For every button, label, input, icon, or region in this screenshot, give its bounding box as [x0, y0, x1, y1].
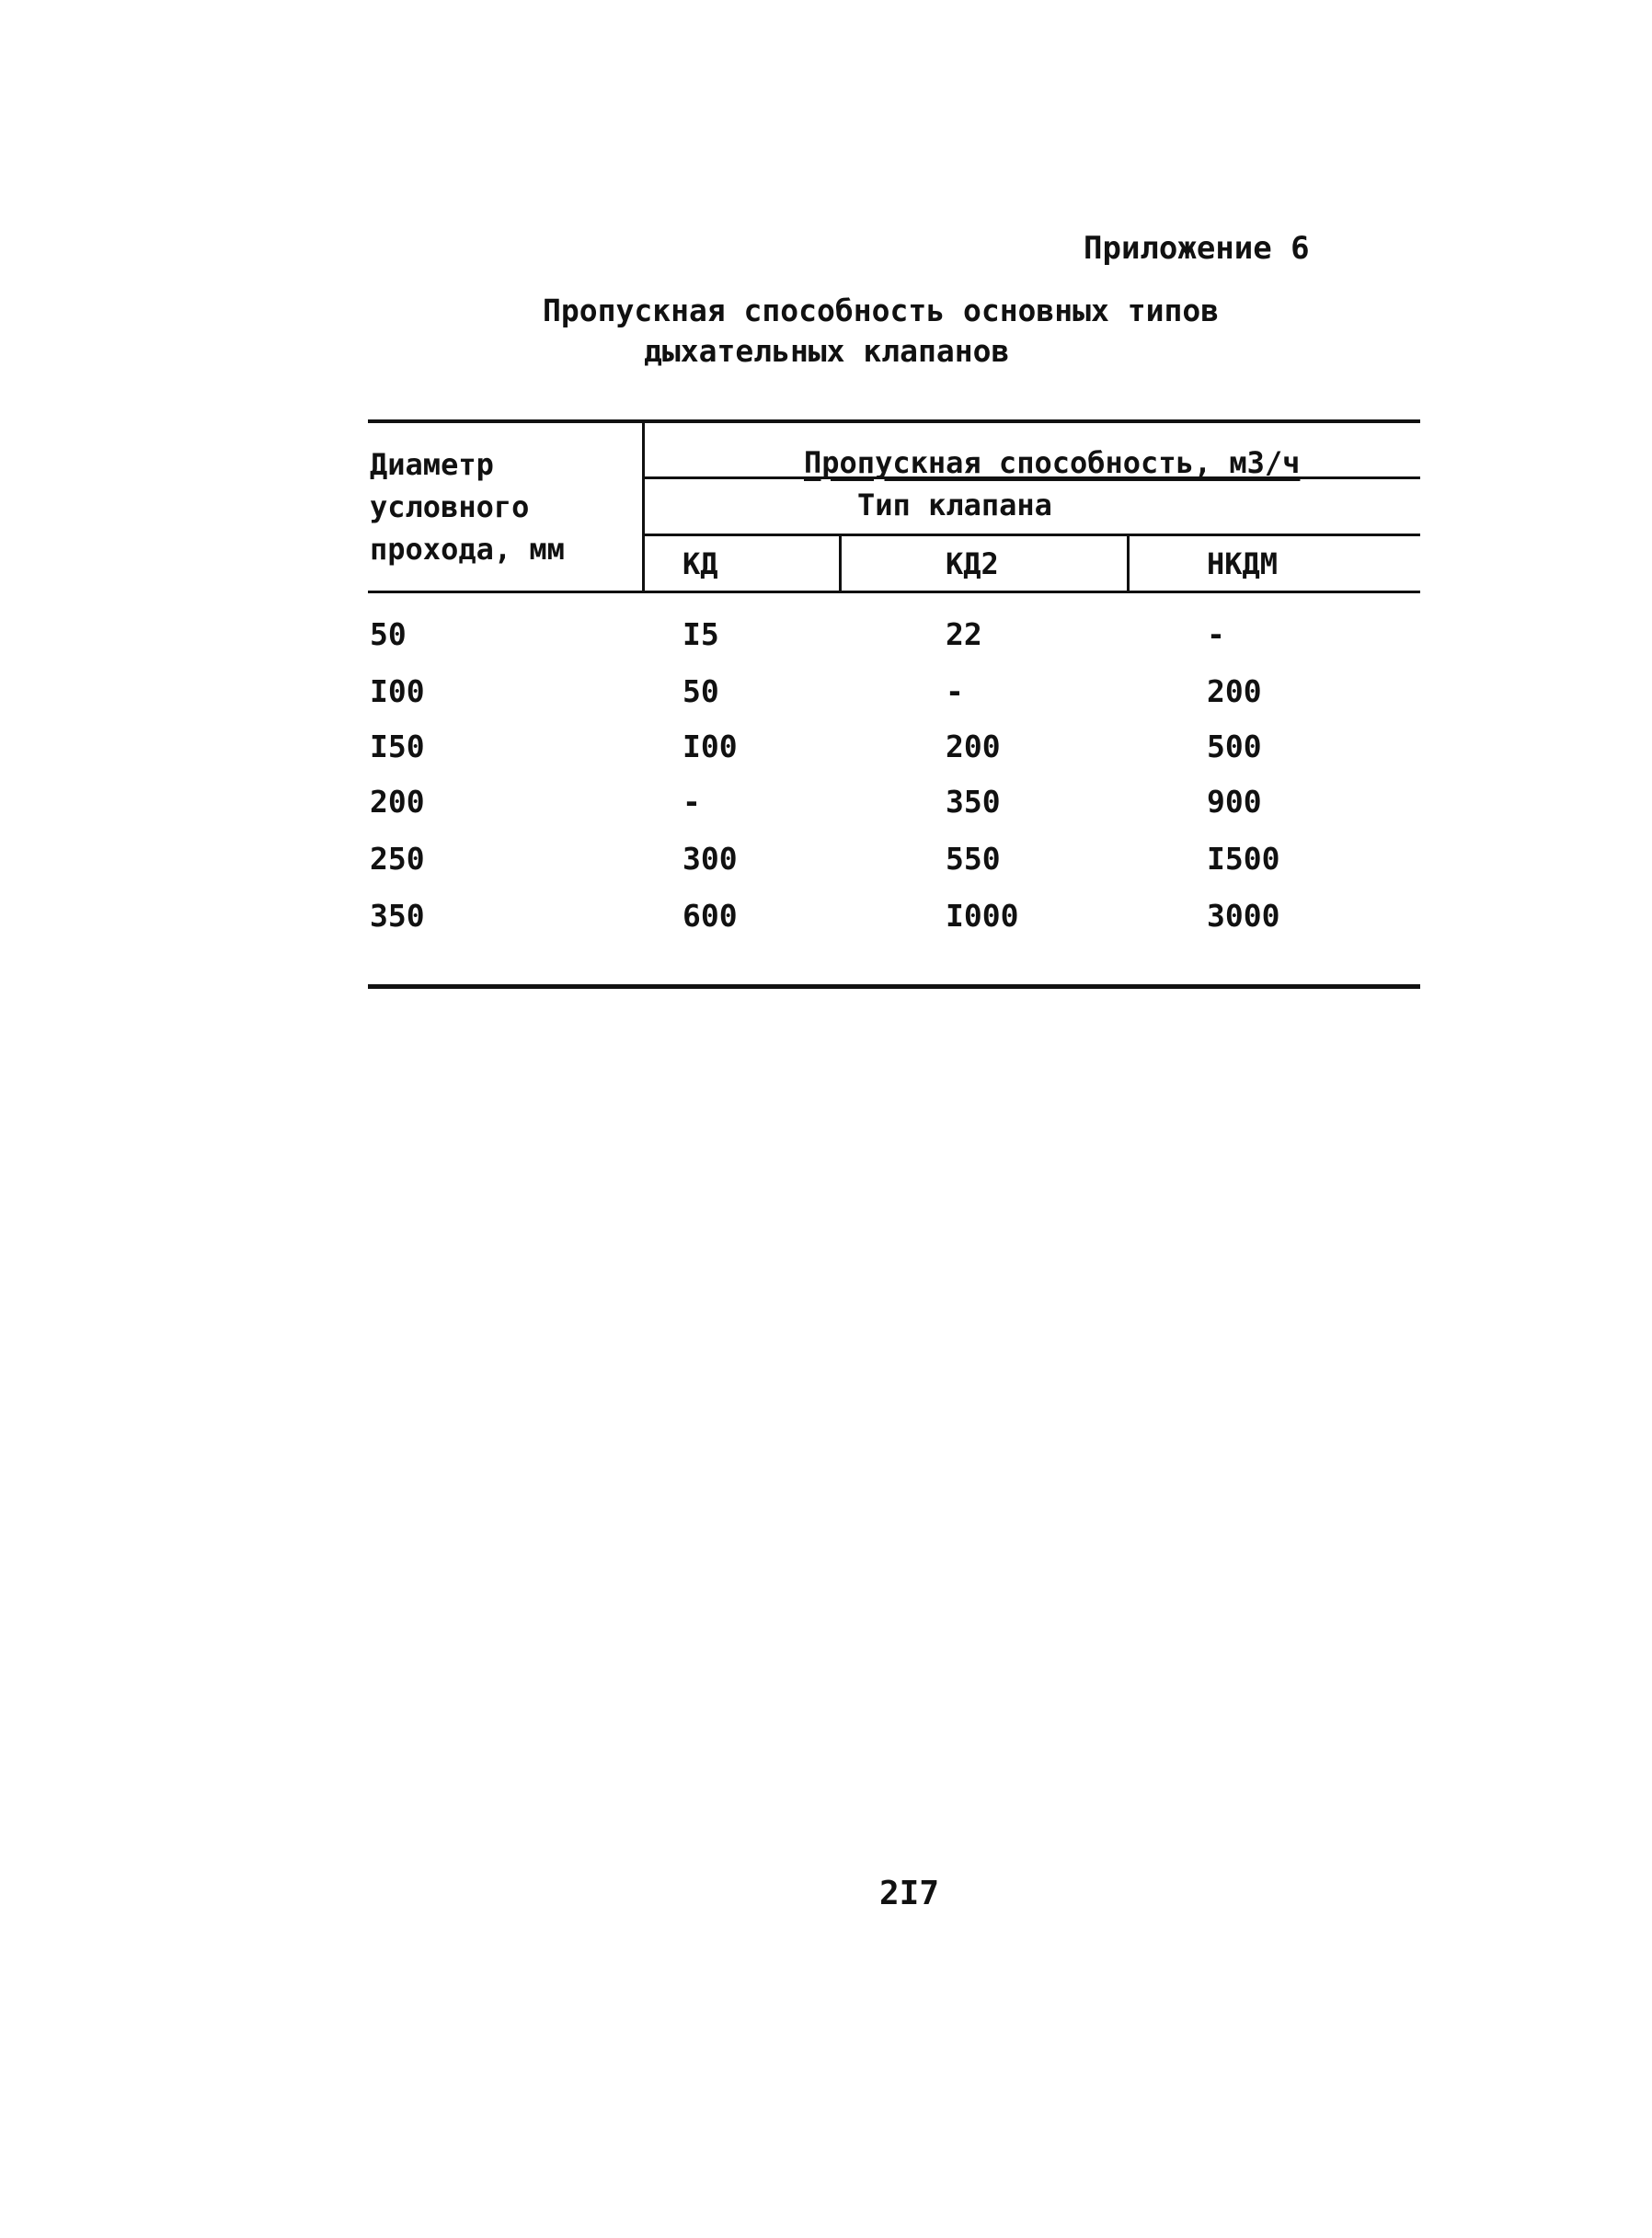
cell-kd2: 200 — [946, 729, 1001, 764]
diameter-header-line-1: Диаметр — [370, 447, 494, 482]
column-divider-1 — [839, 536, 842, 592]
column-header-kd: КД — [683, 546, 718, 581]
column-header-kd2: КД2 — [946, 546, 999, 581]
column-divider-2 — [1127, 536, 1130, 592]
cell-nkdm: I500 — [1207, 841, 1280, 877]
cell-diameter: I50 — [370, 729, 425, 764]
cell-kd: 300 — [683, 841, 738, 877]
page-number: 2I7 — [879, 1875, 940, 1912]
cell-kd: I00 — [683, 729, 738, 764]
subgroup-header-rule — [644, 534, 1420, 536]
cell-nkdm: 900 — [1207, 784, 1262, 820]
document-title-line-1: Пропускная способность основных типов — [543, 293, 1220, 328]
cell-kd: I5 — [683, 616, 719, 652]
header-bottom-rule — [368, 591, 1420, 593]
cell-kd2: 350 — [946, 784, 1001, 820]
diameter-header-line-3: прохода, мм — [370, 532, 565, 567]
document-title-line-2: дыхательных клапанов — [644, 333, 1010, 369]
cell-diameter: 350 — [370, 898, 425, 934]
table-vertical-divider-main — [642, 421, 645, 592]
cell-diameter: 200 — [370, 784, 425, 820]
cell-nkdm: 3000 — [1207, 898, 1280, 934]
table-top-rule — [368, 419, 1420, 423]
cell-diameter: I00 — [370, 673, 425, 709]
cell-kd: - — [683, 784, 701, 820]
cell-nkdm: 500 — [1207, 729, 1262, 764]
cell-diameter: 50 — [370, 616, 407, 652]
cell-kd: 50 — [683, 673, 719, 709]
table-bottom-rule — [368, 984, 1420, 989]
cell-diameter: 250 — [370, 841, 425, 877]
capacity-group-header: Пропускная способность, м3/ч — [804, 445, 1301, 480]
cell-kd2: I000 — [946, 898, 1019, 934]
cell-kd2: 550 — [946, 841, 1001, 877]
appendix-label: Приложение 6 — [1084, 230, 1310, 267]
column-header-nkdm: НКДМ — [1207, 546, 1279, 581]
cell-kd: 600 — [683, 898, 738, 934]
cell-nkdm: - — [1207, 616, 1225, 652]
valve-type-header: Тип клапана — [857, 488, 1052, 522]
diameter-header-line-2: условного — [370, 489, 530, 524]
cell-kd2: - — [946, 673, 964, 709]
cell-nkdm: 200 — [1207, 673, 1262, 709]
cell-kd2: 22 — [946, 616, 982, 652]
